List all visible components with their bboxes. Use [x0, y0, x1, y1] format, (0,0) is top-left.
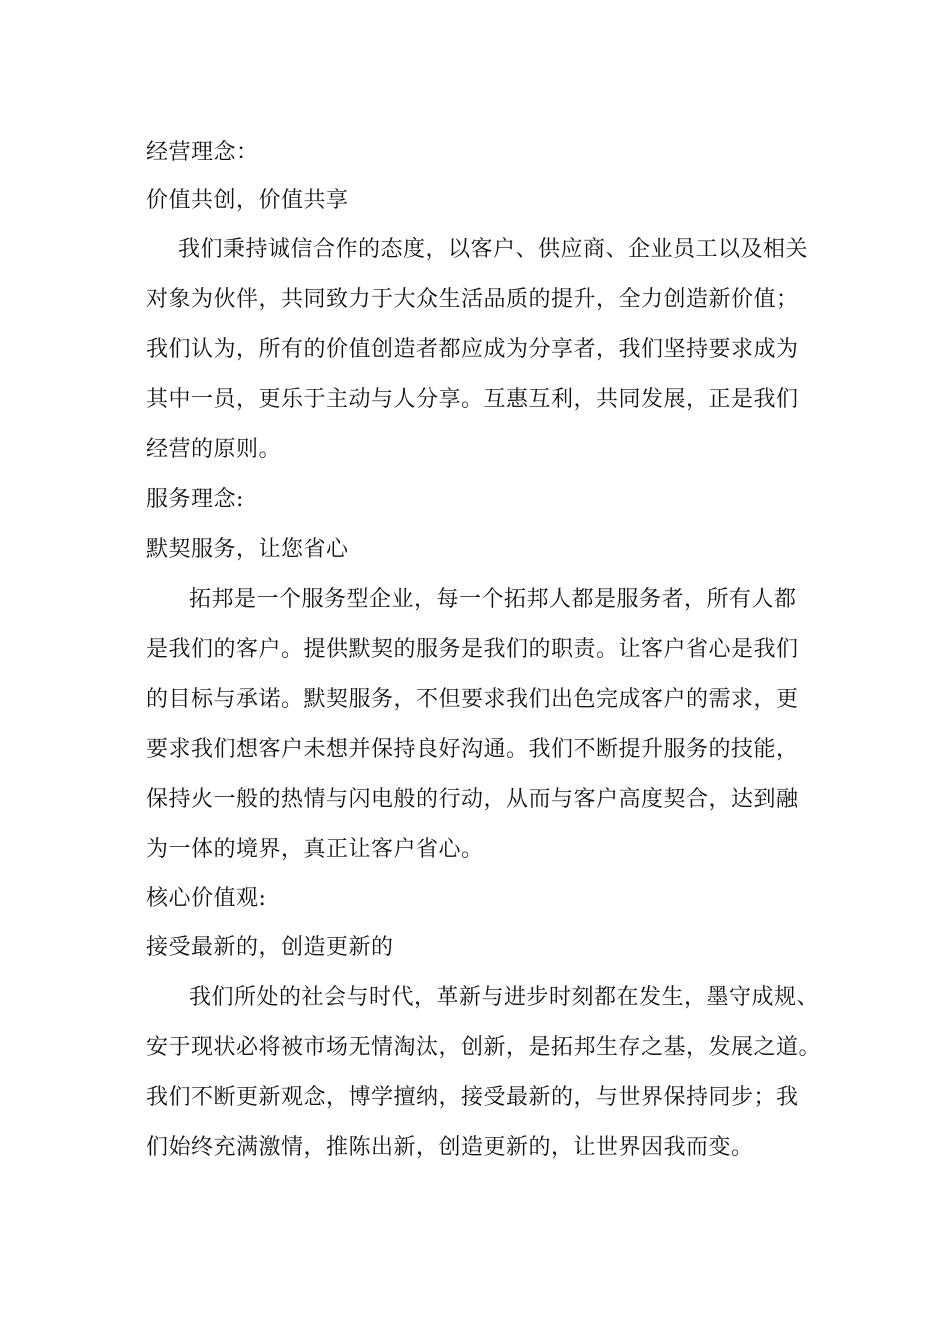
paragraph-line: 其中一员，更乐于主动与人分享。互惠互利，共同发展，正是我们 [146, 387, 799, 412]
paragraph-line: 我们所处的社会与时代，革新与进步时刻都在发生，墨守成规、 [189, 985, 820, 1010]
paragraph-line: 经营的原则。 [146, 437, 282, 462]
paragraph-line: 拓邦是一个服务型企业，每一个拓邦人都是服务者，所有人都 [189, 587, 797, 612]
paragraph-line: 我们不断更新观念，博学擅纳，接受最新的，与世界保持同步；我 [146, 1085, 799, 1110]
paragraph-line: 我们认为，所有的价值创造者都应成为分享者，我们坚持要求成为 [146, 337, 799, 362]
paragraph-line: 保持火一般的热情与闪电般的行动，从而与客户高度契合，达到融 [146, 787, 799, 812]
section-heading-core-values: 核心价值观: [146, 886, 267, 911]
paragraph-line: 安于现状必将被市场无情淘汰，创新，是拓邦生存之基，发展之道。 [146, 1035, 822, 1060]
paragraph-line: 为一体的境界，真正让客户省心。 [146, 837, 484, 862]
paragraph-line: 我们秉持诚信合作的态度，以客户、供应商、企业员工以及相关 [178, 237, 809, 262]
section-heading-business-philosophy: 经营理念： [146, 140, 259, 165]
paragraph-line: 们始终充满激情，推陈出新，创造更新的，让世界因我而变。 [146, 1135, 754, 1160]
paragraph-line: 对象为伙伴，共同致力于大众生活品质的提升，全力创造新价值； [146, 287, 799, 312]
section-slogan: 默契服务，让您省心 [146, 537, 349, 562]
paragraph-line: 要求我们想客户未想并保持良好沟通。我们不断提升服务的技能， [146, 737, 799, 762]
section-slogan: 接受最新的，创造更新的 [146, 935, 394, 960]
section-slogan: 价值共创，价值共享 [146, 188, 349, 213]
paragraph-line: 是我们的客户。提供默契的服务是我们的职责。让客户省心是我们 [146, 637, 799, 662]
paragraph-line: 的目标与承诺。默契服务，不但要求我们出色完成客户的需求，更 [146, 687, 799, 712]
section-heading-service-philosophy: 服务理念: [146, 487, 244, 512]
